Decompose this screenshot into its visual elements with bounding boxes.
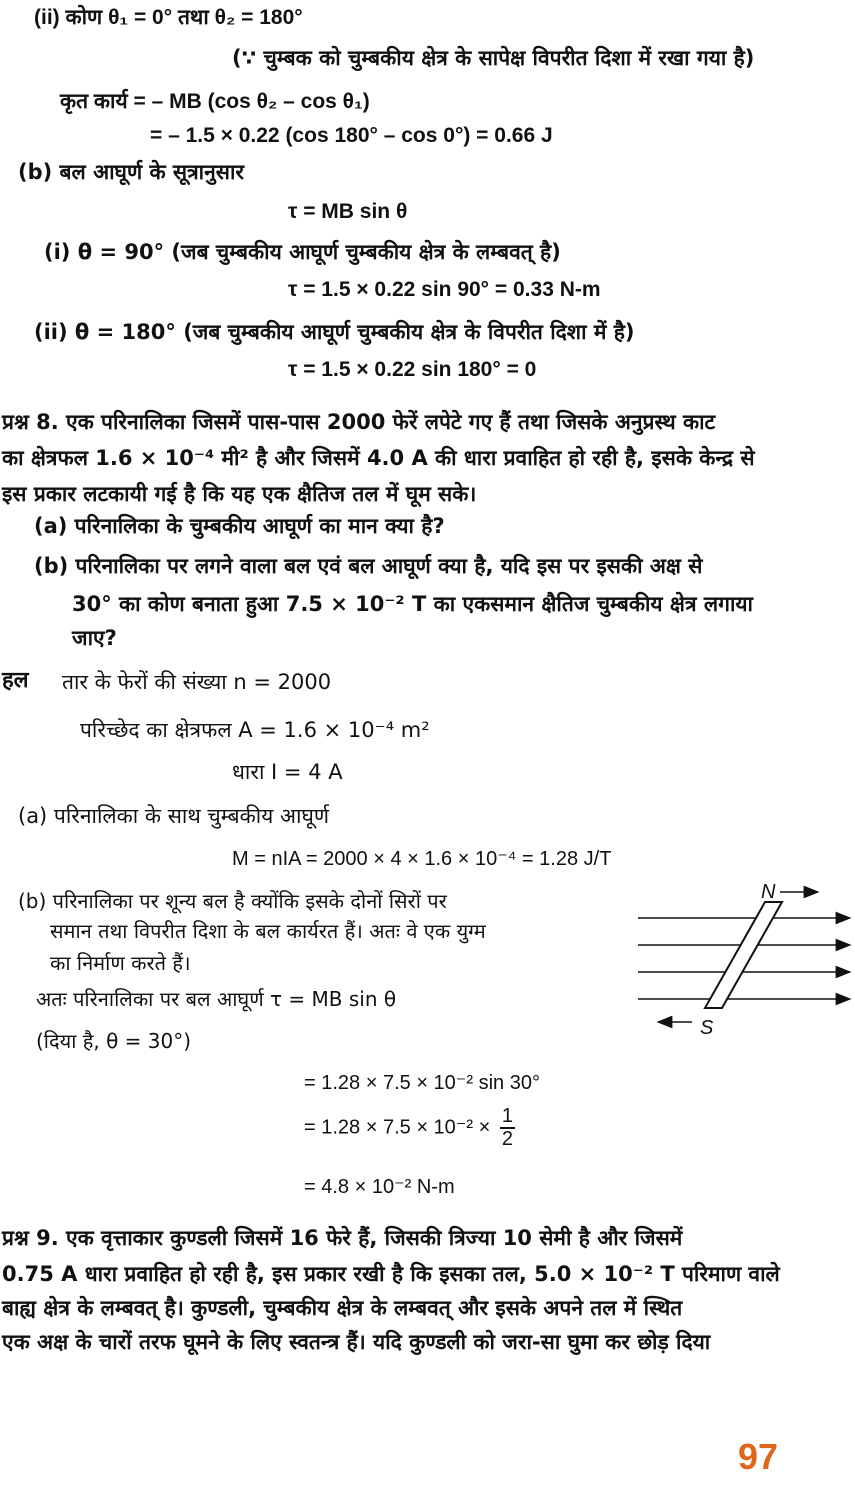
area-line: परिच्छेद का क्षेत्रफल A = 1.6 × 10⁻⁴ m² [80,718,430,742]
q9-line-4: एक अक्ष के चारों तरफ घूमने के लिए स्वतन्त्र हैं। यदि कुण्डली को जरा-सा घुमा कर छोड़ दिया [2,1330,711,1354]
case-ii-text: (ii) θ = 180° (जब चुम्बकीय आघूर्ण चुम्बकीय क्षेत्र के विपरीत दिशा में है) [34,320,635,344]
torque-expression: अतः परिनालिका पर बल आघूर्ण τ = MB sin θ [36,987,397,1011]
angles-line: (ii) कोण θ₁ = 0° तथा θ₂ = 180° [34,6,303,29]
solenoid-field-diagram [630,876,855,1036]
solution-label: हल [2,668,29,693]
moment-equation: M = nIA = 2000 × 4 × 1.6 × 10⁻⁴ = 1.28 J/T [232,848,612,870]
force-line-1: (b) परिनालिका पर शून्य बल है क्योंकि इसके दोनों सिरों पर [18,889,447,913]
q8-line-2: का क्षेत्रफल 1.6 × 10⁻⁴ मी² है और जिसमें 4.0 A की धारा प्रवाहित हो रही है, इसके केन्द्र से [2,446,755,470]
case-i-text: (i) θ = 90° (जब चुम्बकीय आघूर्ण चुम्बकीय क्षेत्र के लम्बवत् है) [44,240,561,264]
page-number: 97 [738,1436,779,1477]
q8-part-b-line-3: जाए? [72,626,117,650]
torque-step-2 [304,1106,515,1150]
work-equation: कृत कार्य = – MB (cos θ₂ – cos θ₁) [60,90,370,113]
force-line-2: समान तथा विपरीत दिशा के बल कार्यरत हैं। अतः वे एक युग्म [50,919,486,943]
q8-line-1: प्रश्न 8. एक परिनालिका जिसमें पास-पास 2000 फेरें लपेटे गए हैं तथा जिसके अनुप्रस्थ काट [2,410,716,434]
q8-part-b-line-2: 30° का कोण बनाता हुआ 7.5 × 10⁻² T का एकसमान क्षैतिज चुम्बकीय क्षेत्र लगाया [72,592,753,616]
q9-line-3: बाह्य क्षेत्र के लम्बवत् है। कुण्डली, चुम्बकीय क्षेत्र के लम्बवत् और इसके अपने तल में स्थित [2,1296,683,1320]
half-fraction [500,1106,515,1150]
fraction-denominator: 2 [501,1128,513,1150]
note-line: (∵ चुम्बक को चुम्बकीय क्षेत्र के सापेक्ष विपरीत दिशा में रखा गया है) [232,46,755,70]
q9-line-1: प्रश्न 9. एक वृत्ताकार कुण्डली जिसमें 16 फेरे हैं, जिसकी त्रिज्या 10 सेमी है और जिसमें [2,1226,683,1250]
q8-part-b-line-1: (b) परिनालिका पर लगने वाला बल एवं बल आघूर्ण क्या है, यदि इस पर इसकी अक्ष से [34,554,703,578]
case-ii-equation: τ = 1.5 × 0.22 sin 180° = 0 [288,358,537,381]
case-i-equation: τ = 1.5 × 0.22 sin 90° = 0.33 N-m [288,278,601,301]
q8-part-a: (a) परिनालिका के चुम्बकीय आघूर्ण का मान क्या है? [34,514,445,538]
north-pole-label: N [761,881,776,903]
turns-line: तार के फेरों की संख्या n = 2000 [62,670,332,694]
q8-line-3: इस प्रकार लटकायी गई है कि यह एक क्षैतिज तल में घूम सके। [2,482,477,506]
torque-heading: (b) बल आघूर्ण के सूत्रानुसार [18,160,244,184]
given-angle: (दिया है, θ = 30°) [36,1029,192,1053]
torque-result: = 4.8 × 10⁻² N-m [304,1176,455,1198]
south-pole-label: S [700,1017,714,1036]
torque-step-2-text: = 1.28 × 7.5 × 10⁻² × [304,1116,491,1139]
force-line-3: का निर्माण करते हैं। [50,951,191,975]
q9-line-2: 0.75 A धारा प्रवाहित हो रही है, इस प्रकार रखी है कि इसका तल, 5.0 × 10⁻² T परिमाण वाले [2,1262,780,1286]
torque-step-1: = 1.28 × 7.5 × 10⁻² sin 30° [304,1072,540,1094]
moment-heading: (a) परिनालिका के साथ चुम्बकीय आघूर्ण [18,804,330,828]
fraction-numerator: 1 [501,1105,513,1127]
torque-formula: τ = MB sin θ [288,200,408,223]
work-result: = – 1.5 × 0.22 (cos 180° – cos 0°) = 0.66 J [150,124,553,147]
solenoid-diagram-svg [630,876,855,1036]
current-line: धारा I = 4 A [232,760,343,784]
